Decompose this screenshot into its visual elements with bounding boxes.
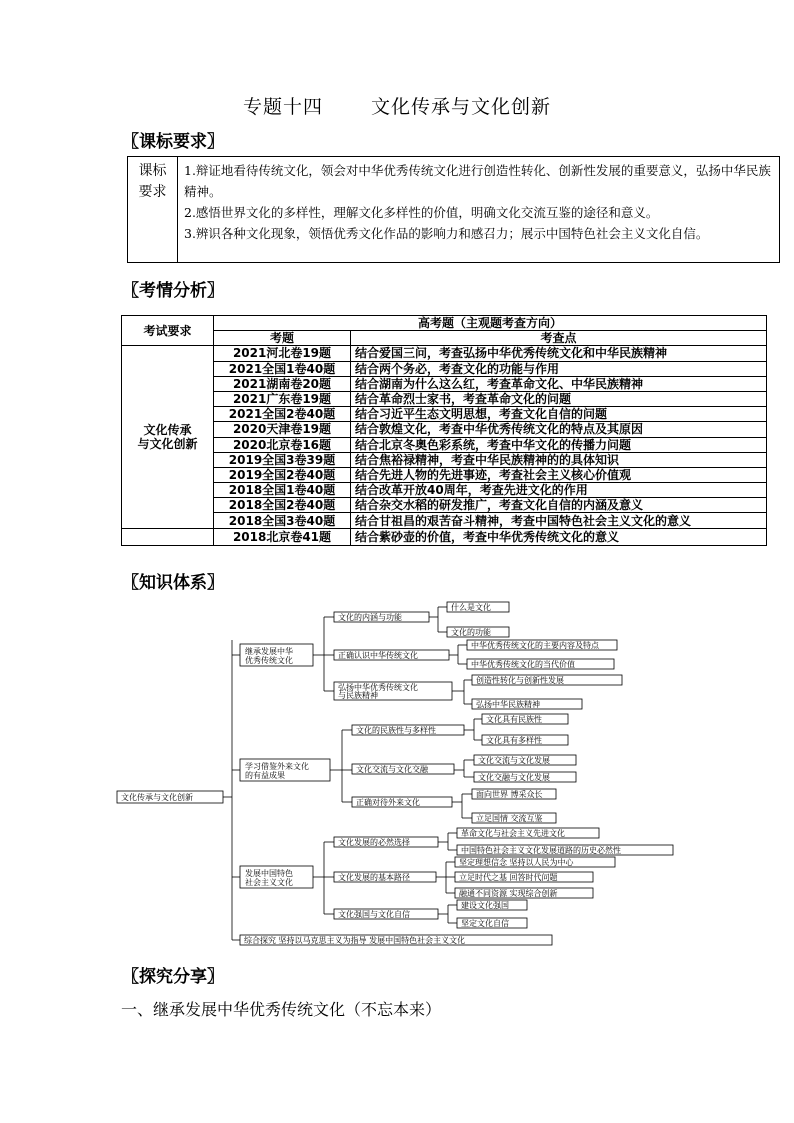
exam-paper: 2018全国1卷40题 [214,483,351,498]
branch-foreign-culture: 学习借鉴外来文化 [245,762,309,771]
branch-traditional-culture: 继承发展中华 [245,647,293,656]
leaf-exchange-development: 文化交流与文化发展 [478,756,550,765]
header-requirement: 考试要求 [122,316,214,346]
node-cultural-power: 文化强国与文化自信 [338,910,410,919]
exam-row [122,498,767,513]
curriculum-content [184,160,771,244]
exam-row [122,437,767,452]
node-treat-foreign: 正确对待外来文化 [356,798,420,807]
empty-cell [122,528,214,545]
exam-row [122,361,767,376]
leaf-national-spirit: 弘扬中华民族精神 [476,700,540,709]
leaf-national-conditions: 立足国情 交流互鉴 [476,814,543,823]
node-nationality-diversity: 文化的民族性与多样性 [356,726,436,735]
curriculum-item-3: 3.辨识各种文化现象，领悟优秀文化作品的影响力和感召力；展示中国特色社会主义文化自信。 [184,226,709,241]
exam-point: 结合习近平生态文明思想，考查文化自信的问题 [351,407,767,422]
leaf-diversity: 文化具有多样性 [486,736,542,745]
header-paper: 考题 [214,331,351,346]
node-culture-connotation: 文化的内涵与功能 [338,613,402,622]
exam-paper: 2020北京卷16题 [214,437,351,452]
exam-row [122,452,767,467]
section-heading-explore: 〖探究分享〗 [122,967,224,987]
exam-paper: 2018全国3卷40题 [214,513,351,528]
leaf-historical-inevitability: 中国特色社会主义文化发展道路的历史必然性 [461,846,621,855]
leaf-integrate-resources: 融通不同资源 实现综合创新 [459,889,558,898]
curriculum-table [127,156,780,263]
header-gaokao: 高考题（主观题考查方向） [214,316,767,331]
branch-socialist-culture-l2: 社会主义文化 [245,878,293,887]
exam-point: 结合先进人物的先进事迹，考查社会主义核心价值观 [351,467,767,482]
curriculum-item-2: 2.感悟世界文化的多样性，理解文化多样性的价值，明确文化交流互鉴的途径和意义。 [184,205,659,220]
requirement-cell: 文化传承 与文化创新 [122,346,214,528]
exam-paper: 2021河北卷19题 [214,346,351,361]
exam-point: 结合甘祖昌的艰苦奋斗精神，考查中国特色社会主义文化的意义 [351,513,767,528]
leaf-times-basis: 立足时代之基 回答时代问题 [459,873,558,882]
exam-paper: 2021广东卷19题 [214,391,351,406]
branch-socialist-culture: 发展中国特色 [245,869,293,878]
leaf-revolutionary-culture: 革命文化与社会主义先进文化 [461,829,565,838]
section-heading-knowledge: 〖知识体系〗 [122,573,224,593]
exam-row [122,407,767,422]
branch-comprehensive-inquiry: 综合探究 坚持以马克思主义为指导 发展中国特色社会主义文化 [244,936,466,945]
node-understand-traditional: 正确认识中华传统文化 [338,651,418,660]
exam-point: 结合两个务必，考查文化的功能与作用 [351,361,767,376]
exam-paper: 2018北京卷41题 [214,528,351,545]
exam-row [122,346,767,361]
curriculum-item-1: 1.辩证地看待传统文化，领会对中华优秀传统文化进行创造性转化、创新性发展的重要意义，弘扬中华民族精神。 [184,163,771,199]
leaf-face-world: 面向世界 博采众长 [476,790,543,799]
branch-traditional-culture-l2: 优秀传统文化 [245,656,293,665]
leaf-cultural-confidence: 坚定文化自信 [461,919,509,928]
header-point: 考查点 [351,331,767,346]
exam-point: 结合湖南为什么这么红，考查革命文化、中华民族精神 [351,376,767,391]
exam-paper: 2021全国2卷40题 [214,407,351,422]
leaf-firm-ideals: 坚定理想信念 坚持以人民为中心 [459,858,574,867]
exam-paper: 2020天津卷19题 [214,422,351,437]
exam-paper: 2019全国2卷40题 [214,467,351,482]
leaf-creative-transform: 创造性转化与创新性发展 [476,676,564,685]
knowledge-mindmap [112,600,682,948]
exam-row [122,391,767,406]
exam-paper: 2019全国3卷39题 [214,452,351,467]
leaf-build-power: 建设文化强国 [461,901,509,910]
exam-paper: 2021全国1卷40题 [214,361,351,376]
leaf-nationality: 文化具有民族性 [486,715,542,724]
leaf-traditional-value: 中华优秀传统文化的当代价值 [471,660,575,669]
page-title: 专题十四 文化传承与文化创新 [242,96,552,118]
node-exchange-integration: 文化交流与文化交融 [356,765,428,774]
exam-row [122,422,767,437]
exam-paper: 2021湖南卷20题 [214,376,351,391]
exam-row [122,513,767,528]
leaf-culture-function: 文化的功能 [451,628,491,637]
exam-point: 结合北京冬奥色彩系统，考查中华文化的传播力问题 [351,437,767,452]
exam-row [122,528,767,545]
leaf-integration-development: 文化交融与文化发展 [478,773,550,782]
exam-point: 结合紫砂壶的价值，考查中华优秀传统文化的意义 [351,528,767,545]
section-heading-curriculum: 〖课标要求〗 [122,132,224,152]
exam-row [122,376,767,391]
subheading-inherit-traditional: 一、继承发展中华优秀传统文化（不忘本来） [121,1000,442,1019]
exam-point: 结合革命烈士家书，考查革命文化的问题 [351,391,767,406]
exam-paper: 2018全国2卷40题 [214,498,351,513]
mindmap-root: 文化传承与文化创新 [121,793,193,802]
exam-point: 结合敦煌文化，考查中华优秀传统文化的特点及其原因 [351,422,767,437]
node-promote-spirit-l2: 与民族精神 [338,691,378,700]
exam-point: 结合爱国三问，考查弘扬中华优秀传统文化和中华民族精神 [351,346,767,361]
exam-row [122,483,767,498]
exam-point: 结合杂交水稻的研发推广，考查文化自信的内涵及意义 [351,498,767,513]
section-heading-analysis: 〖考情分析〗 [122,281,224,301]
node-inevitable-choice: 文化发展的必然选择 [338,838,410,847]
exam-point: 结合改革开放40周年，考查先进文化的作用 [351,483,767,498]
leaf-traditional-features: 中华优秀传统文化的主要内容及特点 [471,641,599,650]
curriculum-label: 课标 要求 [128,157,178,262]
exam-analysis-table [121,315,767,546]
node-promote-spirit: 弘扬中华优秀传统文化 [338,683,418,692]
exam-row [122,467,767,482]
exam-point: 结合焦裕禄精神，考查中华民族精神的的具体知识 [351,452,767,467]
leaf-what-is-culture: 什么是文化 [451,603,491,612]
node-basic-path: 文化发展的基本路径 [338,873,410,882]
branch-foreign-culture-l2: 的有益成果 [245,771,285,780]
